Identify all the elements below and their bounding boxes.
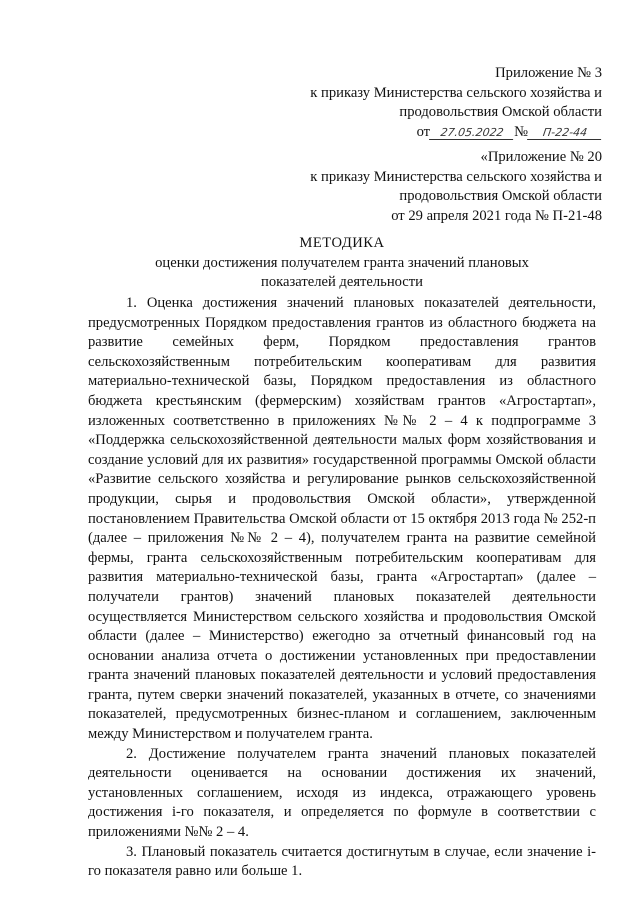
paragraph-2: 2. Достижение получателем гранта значений плановых показателей деятельности оценивается на основании достижения их значений, установленных соглашением, исходя из индекса, отражающего уровень достижения i-го показателя, и определяется по формуле в соответствии с приложениями №№ 2 – 4. [88, 745, 596, 841]
appendix-order-ref: к приказу Министерства сельского хозяйства и [310, 84, 602, 101]
document-body [88, 294, 596, 882]
paragraph-3: 3. Плановый показатель считается достигнутым в случае, если значение i-го показателя равно или больше 1. [88, 843, 596, 880]
appendix-order-ref: к приказу Министерства сельского хозяйства и [310, 168, 602, 185]
document-title [88, 234, 596, 293]
appendix-ministry: продовольствия Омской области [399, 188, 602, 204]
appendix-date-number-line [310, 123, 602, 143]
title-subtitle-line-1: оценки достижения получателем гранта значений плановых [155, 254, 529, 271]
paragraph-1: 1. Оценка достижения значений плановых показателей деятельности, предусмотренных Порядком предоставления грантов из областного бюджета на развитие семейных ферм, Порядком предоставления грантов сельскохозяйственным потребительским кооперативам для развития материально-технической базы, Порядком предоставления из областного бюджета крестьянским (фермерским) хозяйствам грантов «Агростартап», изложенных соответственно в приложениях №№ 2 – 4 к подпрограмме 3 «Поддержка сельскохозяйственной деятельности малых форм хозяйствования и создание условий для их развития» государственной программы Омской области «Развитие сельского хозяйства и регулирование рынков сельскохозяйственной продукции, сырья и продовольствия Омской области», утвержденной постановлением Правительства Омской области от 15 октября 2013 года № 252-п (далее – приложения №№ 2 – 4), получателем гранта на развитие семейной фермы, гранта сельскохозяйственным потребительским кооперативам для развития материально-технической базы, гранта «Агростартап» (далее – получатели грантов) значений плановых показателей деятельности осуществляется Министерством сельского хозяйства и продовольствия Омской области (далее – Министерство) ежегодно за отчетный финансовый год на основании анализа отчета о достижении установленных при предоставлении гранта значений плановых показателей деятельности и условий предоставления гранта, путем сверки значений показателей, указанных в отчете, со значениями показателей, предусмотренных бизнес-планом и соглашением, заключенным между Министерством и получателем гранта. [88, 295, 596, 743]
appendix-header-previous [310, 148, 602, 226]
handwritten-date: 27.05.2022 [429, 126, 515, 140]
appendix-number: «Приложение № 20 [480, 149, 602, 165]
date-prefix: от [416, 123, 431, 140]
appendix-ministry: продовольствия Омской области [399, 104, 602, 120]
title-main: МЕТОДИКА [299, 235, 385, 251]
handwritten-number: П-22-44 [527, 126, 603, 140]
appendix-number: Приложение № 3 [495, 65, 602, 81]
number-prefix: № [514, 123, 528, 140]
title-subtitle-line-2: показателей деятельности [261, 274, 423, 290]
appendix-header-current [310, 64, 602, 142]
appendix-date-number: от 29 апреля 2021 года № П-21-48 [391, 207, 602, 224]
